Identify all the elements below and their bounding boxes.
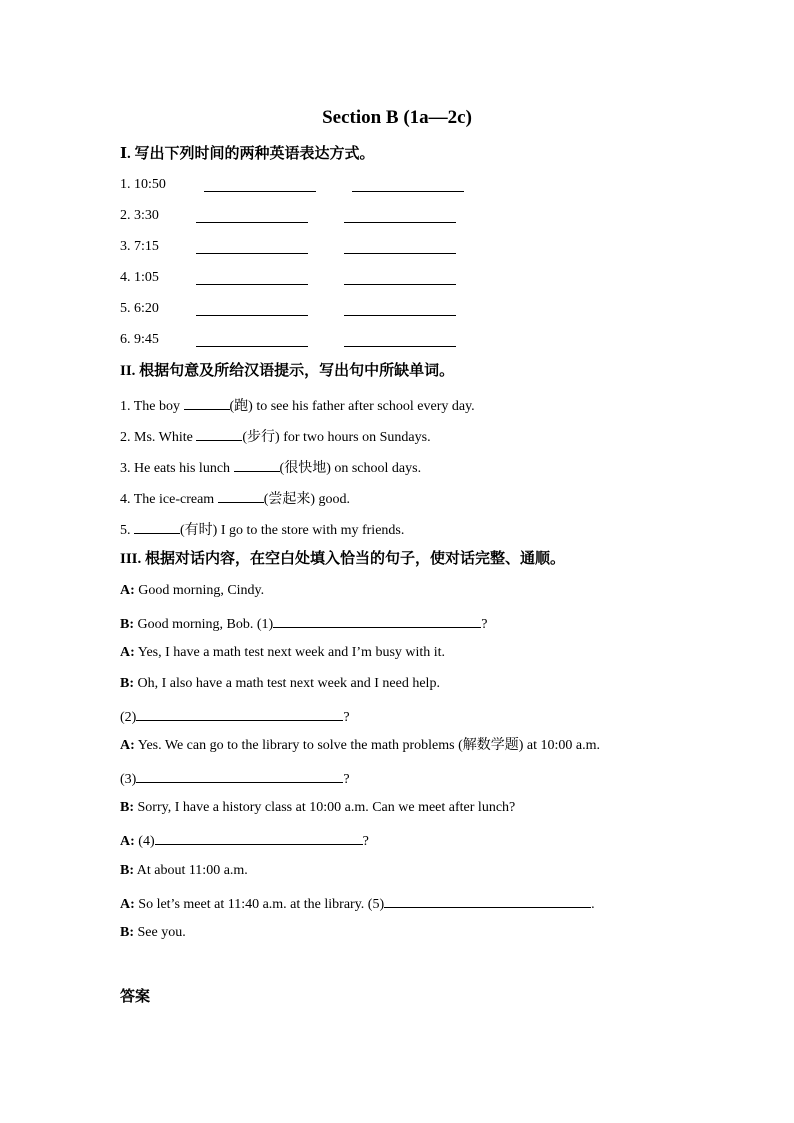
page-title: Section B (1a—2c) [322,107,472,128]
fill-item-pre: 4. The ice-cream [120,492,218,507]
time-item-label: 3. 7:15 [120,239,159,254]
dialogue-post: ? [343,710,350,725]
answer-blank-4b[interactable] [344,269,456,285]
part1-heading: Ⅰ. 写出下列时间的两种英语表达方式。 [120,146,375,162]
speaker-label: A: [120,583,135,598]
fill-item-post: to see his father after school every day. [252,399,475,414]
answer-heading: 答案 [120,989,151,1005]
fill-blank[interactable] [196,426,242,441]
dialogue-blank-4[interactable] [155,830,363,845]
fill-item-2 [120,426,431,447]
dialogue-line-5 [120,706,350,727]
time-item-label: 2. 3:30 [120,208,159,223]
dialogue-post: ? [481,617,488,632]
time-item-6 [120,331,540,351]
time-item-label: 5. 6:20 [120,301,159,316]
dialogue-line-6 [120,737,600,755]
answer-blank-2b[interactable] [344,207,456,223]
dialogue-pre: (4) [134,834,155,849]
dialogue-line-10 [120,862,248,880]
fill-blank[interactable] [234,457,280,472]
dialogue-blank-3[interactable] [136,768,343,783]
dialogue-pre: (2) [120,710,137,725]
fill-blank[interactable] [218,488,264,503]
speaker-label: B: [120,617,134,632]
part3-heading: III. 根据对话内容，在空白处填入恰当的句子，使对话完整、通顺。 [120,551,566,567]
speaker-label: B: [120,800,134,815]
dialogue-line-3 [120,644,445,662]
dialogue-text: See you. [134,925,186,940]
answer-blank-5a[interactable] [196,300,308,316]
fill-item-pre: 3. He eats his lunch [120,461,234,476]
speaker-label: B: [120,925,134,940]
dialogue-line-2 [120,613,487,634]
dialogue-line-11 [120,893,595,914]
time-item-5 [120,300,540,320]
fill-blank[interactable] [184,395,230,410]
fill-item-hint: (很快地) [279,461,331,476]
fill-item-hint: (跑) [229,399,253,414]
dialogue-text: At about 11:00 a.m. [134,863,248,878]
answer-blank-6b[interactable] [344,331,456,347]
fill-item-pre: 5. [120,523,134,538]
dialogue-pre: (3) [120,772,137,787]
fill-blank[interactable] [134,519,180,534]
time-item-label: 4. 1:05 [120,270,159,285]
dialogue-post: . [591,897,595,912]
time-item-1 [120,176,540,196]
fill-item-pre: 1. The boy [120,399,184,414]
fill-item-hint: (尝起来) [263,492,316,507]
dialogue-line-4 [120,675,440,693]
fill-item-pre: 2. Ms. White [120,430,197,445]
time-item-3 [120,238,540,258]
fill-item-hint: (步行) [242,430,280,445]
dialogue-blank-5[interactable] [384,893,591,908]
answer-blank-5b[interactable] [344,300,456,316]
answer-blank-2a[interactable] [196,207,308,223]
dialogue-text: Sorry, I have a history class at 10:00 a.m. Can we meet after lunch? [134,800,516,815]
speaker-label: A: [120,897,135,912]
speaker-label: B: [120,676,134,691]
fill-item-post: good. [315,492,351,507]
dialogue-post: ? [362,834,369,849]
fill-item-4 [120,488,350,509]
fill-item-1 [120,395,475,416]
dialogue-text: Oh, I also have a math test next week and I need help. [134,676,440,691]
time-item-2 [120,207,540,227]
dialogue-text: Yes. We can go to the library to solve the math problems (解数学题) at 10:00 a.m. [134,738,600,753]
answer-blank-1a[interactable] [204,176,316,192]
fill-item-post: on school days. [330,461,422,476]
fill-item-5 [120,519,404,540]
speaker-label: A: [120,738,135,753]
dialogue-line-1 [120,582,264,600]
time-item-label: 1. 10:50 [120,177,166,192]
speaker-label: B: [120,863,134,878]
fill-item-hint: (有时) [180,523,218,538]
time-item-4 [120,269,540,289]
fill-item-post: I go to the store with my friends. [217,523,405,538]
answer-blank-4a[interactable] [196,269,308,285]
speaker-label: A: [120,645,135,660]
fill-item-post: for two hours on Sundays. [279,430,431,445]
time-item-label: 6. 9:45 [120,332,159,347]
dialogue-pre: Good morning, Bob. (1) [134,617,274,632]
dialogue-line-9 [120,830,369,851]
part2-heading: II. 根据句意及所给汉语提示，写出句中所缺单词。 [120,363,455,379]
dialogue-text: Yes, I have a math test next week and I’m busy with it. [134,645,446,660]
dialogue-text: Good morning, Cindy. [134,583,265,598]
answer-blank-3a[interactable] [196,238,308,254]
dialogue-blank-1[interactable] [273,613,481,628]
answer-blank-6a[interactable] [196,331,308,347]
speaker-label: A: [120,834,135,849]
dialogue-post: ? [343,772,350,787]
answer-blank-3b[interactable] [344,238,456,254]
fill-item-3 [120,457,421,478]
answer-blank-1b[interactable] [352,176,464,192]
dialogue-line-12 [120,924,186,942]
dialogue-pre: So let’s meet at 11:40 a.m. at the library. (5) [134,897,385,912]
dialogue-line-7 [120,768,350,789]
dialogue-blank-2[interactable] [136,706,343,721]
dialogue-line-8 [120,799,515,817]
